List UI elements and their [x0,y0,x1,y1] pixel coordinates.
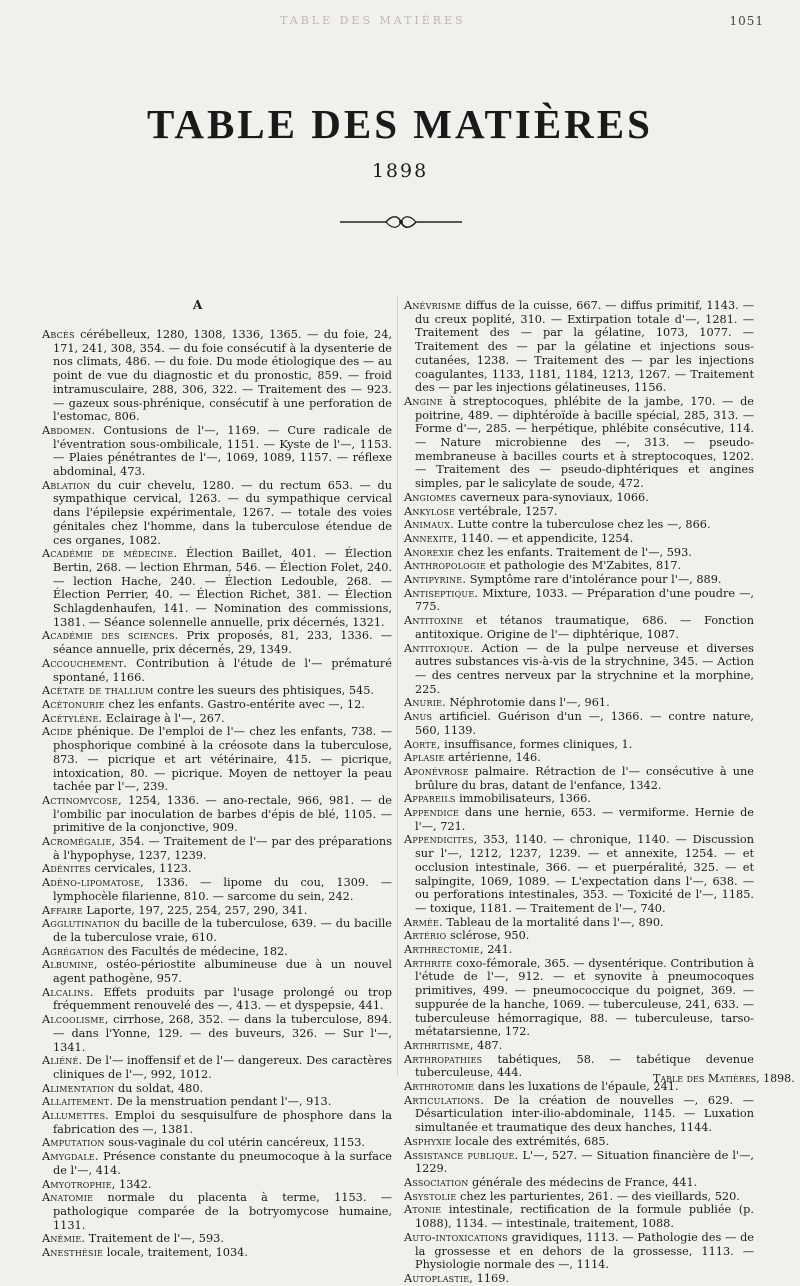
volume-year: 1898 [371,160,429,182]
index-entry [404,792,754,806]
index-entry [404,641,754,697]
index-entry [404,394,754,491]
entry-text: Contribution à l'étude de l'— prématuré spontané, 1166. [53,656,392,684]
closing-line: Table des Matières, 1898. [653,1072,795,1085]
index-entry [42,1177,392,1192]
entry-text: Traitement de l'—, 593. [85,1232,224,1246]
entry-text: palmaire. Rétraction de l'— consécutive à une brûlure du bras, datant de l'enfance, 1342. [415,764,754,792]
index-entry [404,764,754,792]
index-entry [42,684,392,698]
entry-heading: Anorexie [404,545,454,559]
index-entry [42,629,393,657]
entry-heading: Artério [404,929,447,943]
entry-heading: Appendicites, [404,833,478,847]
index-entry [404,833,754,915]
index-entry [42,423,392,479]
entry-text: locale des extrémités, 685. [451,1134,610,1148]
entry-text: cirrhose, 268, 352. — dans la tuberculose, 894. — dans l'Yonne, 129. — des buveurs, 326. — Sur l'—, 1341. [53,1013,392,1054]
index-entry [42,697,392,712]
ornament-divider-icon [338,214,464,230]
entry-text: Laporte, 197, 225, 254, 257, 290, 341. [82,903,308,917]
entry-heading: Acétate de thallium [42,684,154,698]
entry-heading: Agrégation [42,944,105,958]
index-entry [404,504,754,519]
entry-heading: Acromégalie, [42,835,116,849]
entry-heading: Ankylose [404,504,455,518]
entry-heading: Accouchement. [42,656,128,670]
index-entry [42,1095,392,1109]
entry-text: diffus de la cuisse, 667. — diffus primitif, 1143. — du creux poplité, 310. — Extirpation totale d'—, 1281. — Traitement des — par la gélatine, 1073, 1077. — Traitement des — par la gélatine et injections sous-cutanées, 1238. — Traitement des — par les injections coagulantes, 1133, 1181, 1184, 1213, 1267. — Traitement des — par les injections gélatineuses, 1156. [415,299,754,395]
entry-heading: Arthrite [404,956,453,970]
index-column-left [42,328,392,1260]
index-entry [404,737,754,752]
page-title: TABLE DES MATIÈRES [147,101,653,147]
entry-heading: Antipyrine. [404,573,467,587]
index-entry [42,903,392,918]
entry-heading: Affaire [42,903,83,917]
entry-heading: Académie des sciences. [42,629,179,643]
index-entry [404,696,754,710]
entry-heading: Abdomen. [42,423,96,437]
entry-text: du soldat, 480. [114,1081,204,1095]
entry-text: Mixture, 1033. — Préparation d'une poudre —, 775. [415,586,754,614]
index-entry [404,1148,754,1176]
index-entry [42,1232,392,1246]
entry-heading: Appendice [404,806,460,820]
index-entry [404,518,754,532]
index-entry [42,917,392,944]
entry-heading: Anatomie [42,1191,94,1205]
page-number: 1051 [729,14,764,28]
entry-text: des Facultés de médecine, 182. [104,944,288,958]
index-entry [404,1271,754,1286]
index-entry [404,1038,754,1053]
index-entry [404,1230,754,1272]
entry-heading: Aorte, [404,737,441,751]
entry-heading: Aplasie [404,751,445,765]
entry-heading: Adénites [42,862,91,876]
entry-heading: Anévrisme [404,299,462,312]
entry-heading: Arthritisme, [404,1038,474,1052]
entry-text: immobilisateurs, 1366. [455,792,591,806]
entry-text: 1342. [115,1177,152,1191]
entry-text: Effets produits par l'usage prolongé ou trop fréquemment renouvelé des —, 413. — et dyspepsie, 441. [53,985,392,1013]
index-entry [404,929,754,943]
entry-heading: Appareils [404,792,456,806]
entry-heading: Anthropologie [404,559,486,573]
entry-text: locale, traitement, 1034. [103,1246,248,1260]
entry-text: L'—, 527. — Situation financière de l'—, 1229. [415,1148,754,1176]
entry-text: Néphrotomie dans l'—, 961. [445,696,610,710]
entry-text: générale des médecins de France, 441. [468,1176,698,1189]
index-entry [42,1136,392,1150]
entry-text: Lutte contre la tuberculose chez les —, 866. [453,518,711,532]
entry-text: vertébrale, 1257. [455,504,558,518]
entry-text: phénique. De l'emploi de l'— chez les enfants, 738. — phosphorique combiné à la créosote dans la tuberculose, 873. — picrique et art vétérinaire, 415. — picrique, intoxication, 80. — picrique. Moyen de nettoyer la peau tachée par l'—, 239. [53,725,392,794]
entry-heading: Arthrectomie, [404,943,484,957]
entry-text: Présence constante du pneumocoque à la surface de l'—, 414. [53,1150,392,1177]
index-entry [42,478,392,548]
entry-text: sclérose, 950. [446,929,530,943]
entry-text: Action — de la pulpe nerveuse et diverses autres substances vis-à-vis de la strychnine, 345. — Action — des centres nerveux par la strychnine et la morphine, 225. [415,641,754,696]
entry-text: Prix proposés, 81, 233, 1336. — séance annuelle, prix décernés, 29, 1349. [53,629,393,657]
entry-heading: Anesthésie [42,1246,104,1260]
entry-text: Contusions de l'—, 1169. — Cure radicale de l'éventration sous-ombilicale, 1151. — Kyste de l'—, 1153. — Plaies pénétrantes de l'—, 1069, 1089, 1157. — réflexe abdominal, 473. [53,423,392,479]
entry-text: 1254, 1336. — ano-rectale, 966, 981. — de l'ombilic par inoculation de barbes d'épis de blé, 1105. — primitive de la conjonctive, 909. [53,793,392,835]
index-entry [42,1054,392,1081]
entry-text: à streptocoques, phlébite de la jambe, 170. — de poitrine, 489. — diphtéroïde à bacille spécial, 285, 313. — Forme d'—, 285. — herpétique, phlébite consécutive, 114. — Nature microbienne des —, 313. — pseudo-membraneuse à bacilles courts et à streptocoques, 1202. — Traitement des — pseudo-diphtériques et angines simples, par le salicylate de soude, 472. [415,394,754,491]
index-entry [404,299,754,395]
index-entry [404,915,754,930]
entry-text: normale du placenta à terme, 1153. — pathologique comparée de la botryomycose humaine, 1131. [53,1191,392,1232]
entry-text: 1336. — lipome du cou, 1309. — lymphocèle filarienne, 810. — sarcome du sein, 242. [53,876,392,903]
entry-heading: Asphyxie [404,1134,452,1148]
index-entry [42,1109,392,1136]
entry-heading: Auto-intoxications [404,1230,508,1244]
entry-text: sous-vaginale du col utérin cancéreux, 1153. [104,1136,365,1150]
index-entry [404,1176,754,1190]
entry-heading: Aponévrose [404,764,469,778]
index-entry [404,531,754,546]
running-head: TABLE DES MATIÈRES [280,14,466,27]
entry-heading: Anurie. [404,696,446,710]
index-entry [42,711,392,726]
index-entry [404,1134,754,1149]
index-entry [42,862,392,876]
index-entry [404,806,754,833]
section-letter: A [193,298,203,312]
entry-text: et tétanos traumatique, 686. — Fonction antitoxique. Origine de l'— diphtérique, 1087. [415,614,754,641]
entry-text: insuffisance, formes cliniques, 1. [440,737,633,751]
entry-heading: Animaux. [404,518,454,532]
entry-heading: Ablation [42,478,91,492]
entry-text: 353, 1140. — chronique, 1140. — Discussion sur l'—, 1212, 1237, 1239. — et annexite, 1254. — et occlusion intestinale, 366. — et puerpéralité, 325. — et salpingite, 1069, 1089. — L'expectation dans l'—, 638. — ou perforations intestinales, 353. — Toxicité de l'—, 1185. — toxique, 1181. — Traitement de l'—, 740. [415,833,754,915]
entry-heading: Asystolie [404,1189,457,1203]
entry-heading: Acétylène. [42,711,103,725]
index-entry [404,943,754,957]
index-entry [404,559,754,573]
index-entry [404,614,754,641]
entry-text: du cuir chevelu, 1280. — du rectum 653. — du sympathique cervical, 1263. — du sympathique cervical dans l'épilepsie expérimentale, 1267. — totale des voies génitales chez l'homme, dans la tuberculose étendue de ces organes, 1082. [53,478,392,547]
entry-text: Eclairage à l'—, 267. [102,711,225,725]
index-entry [42,793,392,835]
entry-text: contre les sueurs des phtisiques, 545. [153,684,374,698]
entry-heading: Actinomycose, [42,793,122,807]
index-entry [404,751,754,765]
index-entry [42,725,392,794]
entry-text: gravidiques, 1113. — Pathologie des — de la grossesse et en dehors de la grossesse, 1113. — Physiologie normale des —, 1114. [415,1230,754,1272]
entry-text: 354. — Traitement de l'— par des préparations à l'hypophyse, 1237, 1239. [53,835,392,862]
entry-heading: Association [404,1176,469,1189]
entry-heading: Aliéné. [42,1054,83,1068]
entry-text: artificiel. Guérison d'un —, 1366. — contre nature, 560, 1139. [415,710,754,737]
index-entry [404,490,754,505]
index-column-right [404,299,754,1286]
index-entry [42,958,392,986]
entry-heading: Arthrotomie [404,1080,475,1094]
entry-text: 487. [473,1038,503,1052]
entry-heading: Amyotrophie, [42,1177,116,1191]
entry-heading: Allaitement. [42,1095,114,1109]
entry-text: et pathologie des M'Zabites, 817. [485,559,682,573]
entry-heading: Alcalins. [42,985,94,999]
entry-text: chez les parturientes, 261. — des vieillards, 520. [456,1189,740,1203]
entry-heading: Assistance publique. [404,1148,519,1162]
entry-text: chez les enfants. Traitement de l'—, 593. [453,545,692,559]
entry-heading: Allumettes. [42,1109,110,1123]
index-entry [404,1189,754,1204]
entry-heading: Angine [404,394,443,408]
index-entry [42,985,392,1013]
entry-text: dans les luxations de l'épaule, 241. [474,1080,679,1094]
entry-heading: Alimentation [42,1081,115,1095]
index-entry [404,545,754,560]
entry-heading: Amygdale. [42,1150,99,1164]
entry-text: Tableau de la mortalité dans l'—, 890. [442,915,664,929]
entry-text: Symptôme rare d'intolérance pour l'—, 889. [466,573,722,587]
entry-heading: Acétonurie [42,697,105,711]
entry-heading: Albumine, [42,958,98,972]
entry-heading: Autoplastie, [404,1271,474,1285]
entry-text: intestinale, rectification de la formule publiée (p. 1088), 1134. — intestinale, traitement, 1088. [415,1203,754,1231]
index-entry [404,573,754,587]
index-entry [404,1203,754,1231]
entry-heading: Antitoxique. [404,641,474,655]
entry-heading: Armée. [404,915,443,929]
index-entry [42,547,392,629]
index-entry [42,1081,392,1096]
entry-text: 241. [483,943,513,957]
entry-heading: Arthropathies [404,1052,483,1066]
index-entry [42,944,392,959]
entry-text: artérienne, 146. [444,751,541,765]
entry-heading: Antiseptique. [404,586,479,600]
entry-heading: Abcès [42,328,75,341]
entry-text: cervicales, 1123. [90,862,192,876]
entry-heading: Amputation [42,1136,105,1150]
index-entry [42,1246,392,1260]
index-entry [404,1093,754,1135]
index-entry [404,710,754,737]
entry-heading: Anus [404,710,433,724]
entry-text: 1169. [473,1271,510,1285]
entry-text: De la menstruation pendant l'—, 913. [113,1095,332,1109]
entry-heading: Angiomes [404,490,457,504]
entry-text: 1140. — et appendicite, 1254. [457,531,634,545]
column-divider [397,296,398,1076]
entry-text: ostéo-périostite albumineuse due à un nouvel agent pathogène, 957. [53,958,392,986]
entry-heading: Anémie. [42,1232,86,1246]
entry-heading: Antitoxine [404,614,464,628]
index-entry [404,956,754,1039]
index-entry [404,586,754,614]
entry-text: Élection Baillet, 401. — Élection Bertin, 268. — lection Ehrman, 546. — Élection Folet, 240. — lection Hache, 240. — Élection Ledouble, 268. — Élection Perrier, 40. — Élection Richet, 381. — Élection Schlagdenhaufen, 141. — Nomination des commissions, 1381. — Séance solennelle annuelle, prix décernés, 1321. [53,547,392,629]
entry-heading: Alcoolisme, [42,1013,109,1027]
index-entry [42,328,392,424]
entry-text: dans une hernie, 653. — vermiforme. Hernie de l'—, 721. [415,806,754,833]
entry-text: caverneux para-synoviaux, 1066. [456,490,649,504]
entry-heading: Agglutination [42,917,121,931]
entry-heading: Académie de médecine. [42,547,178,561]
entry-text: Emploi du sesquisulfure de phosphore dans la fabrication des —, 1381. [53,1109,392,1136]
index-entry [42,1191,392,1232]
entry-text: coxo-fémorale, 365. — dysentérique. Contribution à l'étude de l'—, 912. — et synovite à pneumocoques primitives, 499. — pneumococcique du poignet, 369. — suppurée de la hanche, 1069. — tuberculeuse, 241, 633. — tuberculeuse hémorragique, 88. — tuberculeuse, tarso-métatarsienne, 172. [415,956,754,1039]
index-entry [42,656,392,684]
entry-heading: Annexite, [404,531,458,545]
index-entry [42,876,392,903]
entry-heading: Atonie [404,1203,442,1217]
entry-text: cérébelleux, 1280, 1308, 1336, 1365. — du foie, 24, 171, 241, 308, 354. — du foie consécutif à la dysenterie de nos climats, 486. — du foie. Du mode étiologique des — au point de vue du diagnostic et du pronostic, 859. — froid intramusculaire, 288, 306, 322. — Traitement des — 923. — gazeux sous-phrénique, consécutif à une perforation de l'estomac, 806. [53,328,392,424]
entry-text: chez les enfants. Gastro-entérite avec —, 12. [104,697,365,711]
index-entry [42,835,392,862]
entry-text: du bacille de la tuberculose, 639. — du bacille de la tuberculose vraie, 610. [53,917,392,944]
index-entry [42,1013,392,1054]
entry-text: De la création de nouvelles —, 629. — Désarticulation inter-ilio-abdominale, 1145. — Luxation simultanée et traumatique des deux hanches, 1144. [415,1093,754,1135]
entry-text: De l'— inoffensif et de l'— dangereux. Des caractères cliniques de l'—, 992, 1012. [53,1054,392,1081]
index-entry [42,1150,392,1177]
entry-heading: Articulations. [404,1093,484,1107]
entry-text: tabétiques, 58. — tabétique devenue tuberculeuse, 444. [415,1052,754,1080]
entry-heading: Adéno-lipomatose, [42,876,144,890]
entry-heading: Acide [42,725,73,739]
